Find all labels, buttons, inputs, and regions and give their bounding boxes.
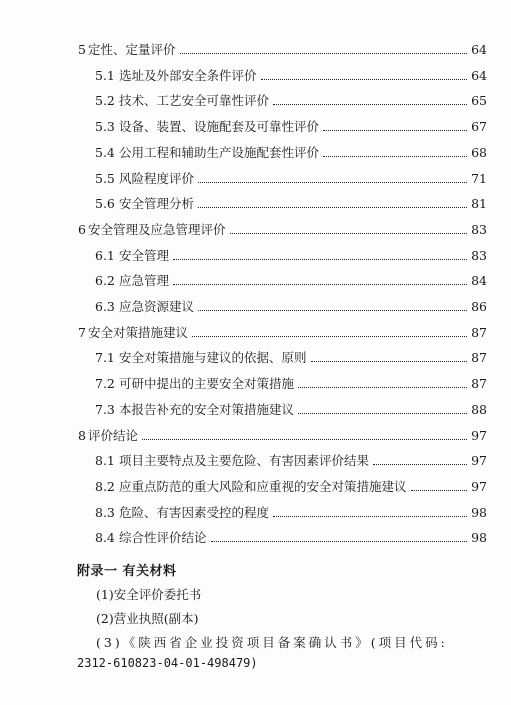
toc-entry: [0, 117, 511, 137]
toc-leader-dots: [298, 413, 467, 414]
toc-entry: [0, 426, 511, 446]
toc-entry: [0, 323, 511, 343]
toc-entry-page: 98: [471, 530, 487, 546]
toc-entry-number: 8.1: [95, 453, 115, 469]
toc-leader-dots: [261, 79, 467, 80]
toc-entry-number: 7: [78, 324, 86, 340]
toc-entry-title: 公用工程和辅助生产设施配套性评价: [119, 144, 320, 160]
toc-entry-page: 83: [471, 247, 487, 263]
toc-entry: [0, 143, 511, 163]
toc-leader-dots: [323, 156, 467, 157]
toc-leader-dots: [411, 490, 467, 491]
toc-entry-number: 8.4: [95, 530, 115, 546]
toc-entry: [0, 400, 511, 420]
toc-leader-dots: [192, 336, 467, 337]
toc-entry-number: 8.2: [95, 478, 115, 494]
appendix-item-1: (1)安全评价委托书: [96, 587, 202, 602]
toc-entry-title: 项目主要特点及主要危险、有害因素评价结果: [119, 453, 370, 469]
toc-entry-title: 风险程度评价: [119, 170, 195, 186]
toc-entry-page: 87: [471, 376, 487, 392]
toc-entry-title: 安全对策措施与建议的依据、原则: [119, 350, 307, 366]
toc-leader-dots: [273, 516, 467, 517]
toc-entry-number: 5.5: [95, 170, 115, 186]
toc-entry: [0, 194, 511, 214]
toc-entry-page: 65: [471, 93, 487, 109]
toc-leader-dots: [142, 439, 467, 440]
toc-entry: [0, 220, 511, 240]
toc-entry: [0, 348, 511, 368]
toc-entry: [0, 66, 511, 86]
toc-entry-title: 应急资源建议: [119, 299, 195, 314]
toc-entry-page: 67: [471, 119, 487, 135]
toc-leader-dots: [173, 259, 467, 260]
toc-entry-title: 安全对策措施建议: [88, 324, 189, 340]
toc-entry: [0, 246, 511, 266]
toc-entry-title: 应急管理: [119, 273, 170, 289]
toc-entry-number: 7.3: [95, 401, 115, 417]
toc-entry-page: 97: [471, 478, 487, 494]
toc-leader-dots: [173, 284, 467, 285]
toc-entry: [0, 477, 511, 497]
toc-leader-dots: [323, 130, 467, 131]
toc-entry-title: 选址及外部安全条件评价: [119, 67, 257, 83]
toc-entry-page: 71: [471, 170, 487, 186]
toc-entry-title: 综合性评价结论: [119, 530, 207, 546]
toc-entry-page: 87: [471, 350, 487, 366]
toc-entry-title: 本报告补充的安全对策措施建议: [119, 401, 295, 417]
toc-leader-dots: [230, 233, 467, 234]
toc-entry-number: 5.2: [95, 93, 115, 109]
toc-entry: [0, 374, 511, 394]
toc-leader-dots: [311, 361, 467, 362]
toc-entry-number: 7.2: [95, 376, 115, 392]
toc-entry-title: 安全管理分析: [119, 196, 195, 212]
toc-entry: [0, 169, 511, 189]
toc-entry-page: 64: [471, 67, 487, 83]
toc-leader-dots: [273, 104, 467, 105]
toc-entry-page: 88: [471, 401, 487, 417]
toc-entry-title: 危险、有害因素受控的程度: [119, 504, 270, 520]
toc-entry-title: 评价结论: [88, 427, 139, 443]
toc-entry-page: 87: [471, 324, 487, 340]
toc-entry-page: 83: [471, 221, 487, 237]
toc-entry: [0, 451, 511, 471]
toc-leader-dots: [198, 182, 467, 183]
toc-entry-number: 6.2: [95, 273, 115, 289]
toc-leader-dots: [298, 387, 467, 388]
toc-entry-title: 应重点防范的重大风险和应重视的安全对策措施建议: [119, 478, 407, 494]
toc-entry-title: 安全管理: [119, 247, 170, 263]
toc-entry-number: 6: [78, 221, 86, 237]
toc-entry-number: 5.4: [95, 144, 115, 160]
toc-entry-number: 5.3: [95, 119, 115, 135]
toc-leader-dots: [198, 310, 467, 311]
toc-entry-page: 97: [471, 453, 487, 469]
toc-leader-dots: [198, 207, 467, 208]
toc-entry: [0, 91, 511, 111]
toc-leader-dots: [180, 53, 467, 54]
toc-entry-page: 86: [471, 299, 487, 314]
toc-entry-page: 64: [471, 42, 487, 57]
appendix-item-3: (3)《陕西省企业投资项目备案确认书》(项目代码:: [96, 635, 448, 650]
appendix-title: 附录一 有关材料: [77, 564, 177, 579]
toc-entry: [0, 271, 511, 291]
toc-entry: [0, 503, 511, 523]
toc-entry-number: 6.1: [95, 247, 115, 263]
toc-entry-number: 8: [78, 427, 86, 443]
toc-entry-page: 84: [471, 273, 487, 289]
toc-entry-number: 5: [78, 42, 86, 57]
toc-entry: [0, 40, 511, 60]
toc-entry-page: 98: [471, 504, 487, 520]
toc-entry-title: 技术、工艺安全可靠性评价: [119, 93, 270, 109]
toc-leader-dots: [211, 541, 467, 542]
appendix-item-3-continuation: 2312-610823-04-01-498479): [77, 656, 258, 670]
toc-entry-page: 97: [471, 427, 487, 443]
toc-entry: [0, 297, 511, 317]
toc-entry-page: 68: [471, 144, 487, 160]
toc-entry-number: 8.3: [95, 504, 115, 520]
toc-entry-title: 可研中提出的主要安全对策措施: [119, 376, 295, 392]
toc-entry-number: 6.3: [95, 299, 115, 314]
toc-leader-dots: [373, 464, 467, 465]
toc-entry-title: 设备、装置、设施配套及可靠性评价: [119, 119, 320, 135]
toc-entry: [0, 528, 511, 548]
toc-entry-title: 安全管理及应急管理评价: [88, 221, 226, 237]
appendix-item-2: (2)营业执照(副本): [96, 611, 199, 626]
toc-entry-number: 5.1: [95, 67, 115, 83]
toc-entry-title: 定性、定量评价: [88, 42, 176, 57]
toc-entry-page: 81: [471, 196, 487, 212]
toc-entry-number: 5.6: [95, 196, 115, 212]
toc-entry-number: 7.1: [95, 350, 115, 366]
